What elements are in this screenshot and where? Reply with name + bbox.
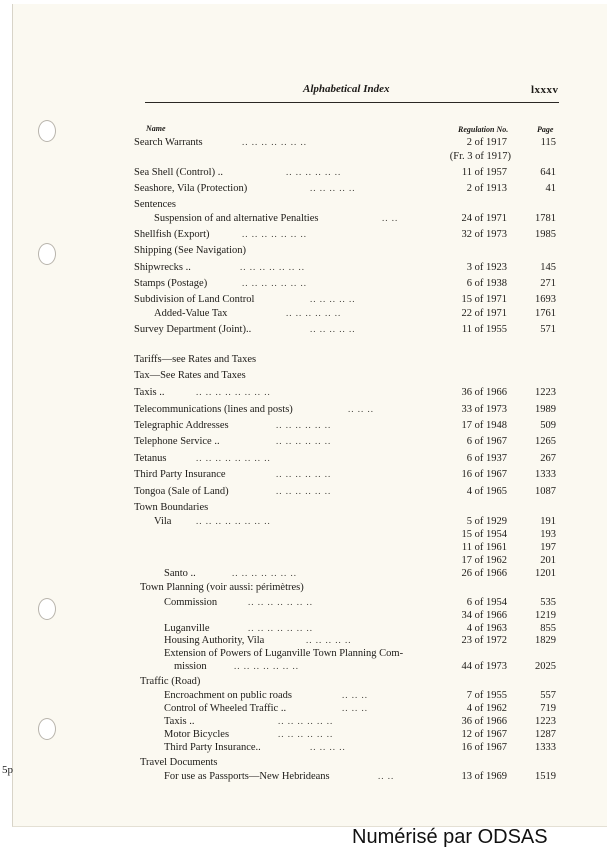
regulation-number: 7 of 1955 (466, 690, 507, 701)
page-numeral: lxxxv (531, 84, 559, 96)
index-row (0, 212, 594, 226)
entry-name: Survey Department (Joint).. (134, 324, 252, 335)
entry-name: Town Planning (voir aussi: périmètres) (140, 582, 304, 593)
index-row (0, 756, 594, 770)
page-number: 535 (540, 597, 556, 608)
page-number: 719 (540, 703, 556, 714)
index-row (0, 702, 594, 716)
leader-dots: .. .. .. .. .. .. .. .. (196, 516, 271, 526)
entry-name: Encroachment on public roads (164, 690, 292, 701)
entry-name: Seashore, Vila (Protection) (134, 183, 248, 194)
regulation-number: 32 of 1973 (461, 229, 507, 240)
index-row (0, 741, 594, 755)
leader-dots: .. .. .. .. .. .. .. .. (196, 453, 271, 463)
index-row (0, 369, 594, 383)
column-header-page: Page (537, 125, 554, 134)
page-number: 1287 (535, 729, 556, 740)
regulation-number: 3 of 1923 (466, 262, 507, 273)
regulation-number: 11 of 1957 (461, 167, 507, 178)
index-row (0, 609, 594, 623)
index-row (0, 198, 594, 212)
regulation-number: 17 of 1948 (461, 420, 507, 431)
leader-dots: .. .. .. .. .. (306, 635, 352, 645)
entry-name: Traffic (Road) (140, 676, 201, 687)
regulation-number: 6 of 1938 (466, 278, 507, 289)
page-number: 1519 (535, 771, 556, 782)
page-number: 509 (540, 420, 556, 431)
page-number: 191 (540, 516, 556, 527)
entry-name: mission (174, 661, 207, 672)
index-row (0, 386, 594, 400)
index-row (0, 261, 594, 275)
page-number: 1985 (535, 229, 556, 240)
entry-name: Search Warrants (134, 137, 203, 148)
regulation-number: 2 of 1913 (466, 183, 507, 194)
index-row (0, 689, 594, 703)
entry-name: Third Party Insurance.. (164, 742, 261, 753)
index-row (0, 435, 594, 449)
index-row (0, 228, 594, 242)
regulation-number: 6 of 1937 (466, 453, 507, 464)
entry-name: Tongoa (Sale of Land) (134, 486, 229, 497)
entry-name: Telecommunications (lines and posts) (134, 404, 293, 415)
regulation-number: 26 of 1966 (461, 568, 507, 579)
leader-dots: .. .. .. .. .. .. .. (248, 623, 313, 633)
index-row (0, 567, 594, 581)
leader-dots: .. .. .. .. .. .. .. (234, 661, 299, 671)
regulation-number: 4 of 1963 (466, 623, 507, 634)
page-number: 1333 (535, 469, 556, 480)
regulation-number: 4 of 1962 (466, 703, 507, 714)
index-row (0, 293, 594, 307)
regulation-number: 36 of 1966 (461, 716, 507, 727)
index-row (0, 515, 594, 529)
column-header-regulation: Regulation No. (458, 125, 509, 134)
index-row (0, 554, 594, 568)
regulation-number: 15 of 1971 (461, 294, 507, 305)
entry-name: Motor Bicycles (164, 729, 230, 740)
entry-name: Town Boundaries (134, 502, 209, 513)
page-number: 115 (540, 137, 556, 148)
entry-name: Tetanus (134, 453, 167, 464)
page-number: 557 (540, 690, 556, 701)
regulation-number: 5 of 1929 (466, 516, 507, 527)
leader-dots: .. .. .. (342, 703, 368, 713)
regulation-number: 15 of 1954 (461, 529, 507, 540)
regulation-number: 44 of 1973 (461, 661, 507, 672)
page-number: 1761 (535, 308, 556, 319)
page-number: 271 (540, 278, 556, 289)
page-number: 267 (540, 453, 556, 464)
leader-dots: .. .. .. .. .. (310, 324, 356, 334)
entry-name: Telegraphic Addresses (134, 420, 229, 431)
page-number: 41 (545, 183, 556, 194)
page-number: 1265 (535, 436, 556, 447)
index-row (0, 136, 594, 150)
page-number: 855 (540, 623, 556, 634)
margin-mark: 5p (2, 764, 13, 776)
entry-name: Taxis .. (164, 716, 195, 727)
entry-name: Sentences (134, 199, 176, 210)
regulation-number: 6 of 1954 (466, 597, 507, 608)
leader-dots: .. .. .. .. .. .. (276, 486, 332, 496)
page-number: 145 (540, 262, 556, 273)
leader-dots: .. .. (382, 213, 399, 223)
entry-name: Santo .. (164, 568, 196, 579)
index-row (0, 166, 594, 180)
leader-dots: .. .. .. .. .. (310, 294, 356, 304)
index-row (0, 501, 594, 515)
leader-dots: .. .. .. .. .. .. (286, 308, 342, 318)
entry-name: Tax—See Rates and Taxes (134, 370, 246, 381)
index-row (0, 452, 594, 466)
index-row (0, 647, 594, 661)
entry-name: Travel Documents (140, 757, 218, 768)
regulation-number: 34 of 1966 (461, 610, 507, 621)
index-row (0, 485, 594, 499)
page-number: 1333 (535, 742, 556, 753)
index-row (0, 541, 594, 555)
leader-dots: .. .. .. .. .. .. (276, 469, 332, 479)
entry-name: Extension of Powers of Luganville Town Planning Com- (164, 648, 404, 659)
page-number: 1989 (535, 404, 556, 415)
page-number: 571 (540, 324, 556, 335)
leader-dots: .. .. .. .. .. .. .. (242, 137, 307, 147)
regulation-number: 33 of 1973 (461, 404, 507, 415)
leader-dots: .. .. .. .. .. .. .. (242, 278, 307, 288)
leader-dots: .. .. .. .. .. .. (276, 436, 332, 446)
entry-name: For use as Passports—New Hebrideans (164, 771, 330, 782)
index-row (0, 728, 594, 742)
page-number: 1223 (535, 716, 556, 727)
entry-name: Luganville (164, 623, 210, 634)
leader-dots: .. .. .. .. .. .. .. (240, 262, 305, 272)
page-number: 1201 (535, 568, 556, 579)
regulation-number: 24 of 1971 (461, 213, 507, 224)
entry-name: Control of Wheeled Traffic .. (164, 703, 287, 714)
entry-name: Tariffs—see Rates and Taxes (134, 354, 257, 365)
regulation-number: 12 of 1967 (461, 729, 507, 740)
page-number: 197 (540, 542, 556, 553)
leader-dots: .. .. .. .. .. (310, 183, 356, 193)
regulation-number: 4 of 1965 (466, 486, 507, 497)
page-number: 2025 (535, 661, 556, 672)
leader-dots: .. .. .. .. .. .. (278, 729, 334, 739)
entry-name: Telephone Service .. (134, 436, 220, 447)
page-number: 1219 (535, 610, 556, 621)
index-row (0, 528, 594, 542)
page-number: 193 (540, 529, 556, 540)
entry-name: Sea Shell (Control) .. (134, 167, 223, 178)
regulation-number: 11 of 1961 (461, 542, 507, 553)
index-row (0, 634, 594, 648)
regulation-number: 13 of 1969 (461, 771, 507, 782)
index-row (0, 660, 594, 674)
digitization-watermark: Numérisé par ODSAS (352, 826, 548, 848)
page-number: 201 (540, 555, 556, 566)
page-number: 641 (540, 167, 556, 178)
entry-name: Taxis .. (134, 387, 165, 398)
index-row (0, 182, 594, 196)
regulation-number: 2 of 1917 (466, 137, 507, 148)
leader-dots: .. .. .. .. .. .. .. .. (196, 387, 271, 397)
regulation-number: (Fr. 3 of 1917) (449, 151, 511, 162)
index-row (0, 715, 594, 729)
index-row (0, 403, 594, 417)
page-number: 1087 (535, 486, 556, 497)
header-rule (145, 102, 559, 103)
index-row (0, 419, 594, 433)
index-row (0, 770, 594, 784)
index-row (0, 468, 594, 482)
index-row (0, 596, 594, 610)
entry-name: Suspension of and alternative Penalties (154, 213, 319, 224)
index-row (0, 244, 594, 258)
entry-name: Vila (154, 516, 172, 527)
leader-dots: .. .. .. .. .. .. .. (242, 229, 307, 239)
leader-dots: .. .. .. (348, 404, 374, 414)
leader-dots: .. .. .. .. .. .. (286, 167, 342, 177)
page-number: 1829 (535, 635, 556, 646)
leader-dots: .. .. .. .. .. .. .. (248, 597, 313, 607)
regulation-number: 11 of 1955 (461, 324, 507, 335)
regulation-number: 22 of 1971 (461, 308, 507, 319)
leader-dots: .. .. .. .. .. .. .. (232, 568, 297, 578)
page-number: 1223 (535, 387, 556, 398)
regulation-number: 16 of 1967 (461, 469, 507, 480)
regulation-number: 6 of 1967 (466, 436, 507, 447)
leader-dots: .. .. .. .. (310, 742, 346, 752)
index-row (0, 307, 594, 321)
regulation-number: 16 of 1967 (461, 742, 507, 753)
entry-name: Housing Authority, Vila (164, 635, 265, 646)
leader-dots: .. .. .. .. .. .. (278, 716, 334, 726)
column-header-name: Name (146, 124, 166, 133)
page-number: 1781 (535, 213, 556, 224)
entry-name: Commission (164, 597, 218, 608)
index-row (0, 277, 594, 291)
entry-name: Subdivision of Land Control (134, 294, 255, 305)
index-row (0, 675, 594, 689)
entry-name: Shellfish (Export) (134, 229, 210, 240)
leader-dots: .. .. .. (342, 690, 368, 700)
index-row (0, 353, 594, 367)
index-row (0, 323, 594, 337)
entry-name: Shipwrecks .. (134, 262, 191, 273)
running-title: Alphabetical Index (303, 83, 390, 95)
index-row (0, 150, 594, 164)
entry-name: Shipping (See Navigation) (134, 245, 246, 256)
entry-name: Third Party Insurance (134, 469, 226, 480)
leader-dots: .. .. .. .. .. .. (276, 420, 332, 430)
regulation-number: 17 of 1962 (461, 555, 507, 566)
leader-dots: .. .. (378, 771, 395, 781)
entry-name: Stamps (Postage) (134, 278, 208, 289)
entry-name: Added-Value Tax (154, 308, 228, 319)
index-row (0, 581, 594, 595)
regulation-number: 36 of 1966 (461, 387, 507, 398)
regulation-number: 23 of 1972 (461, 635, 507, 646)
page-number: 1693 (535, 294, 556, 305)
